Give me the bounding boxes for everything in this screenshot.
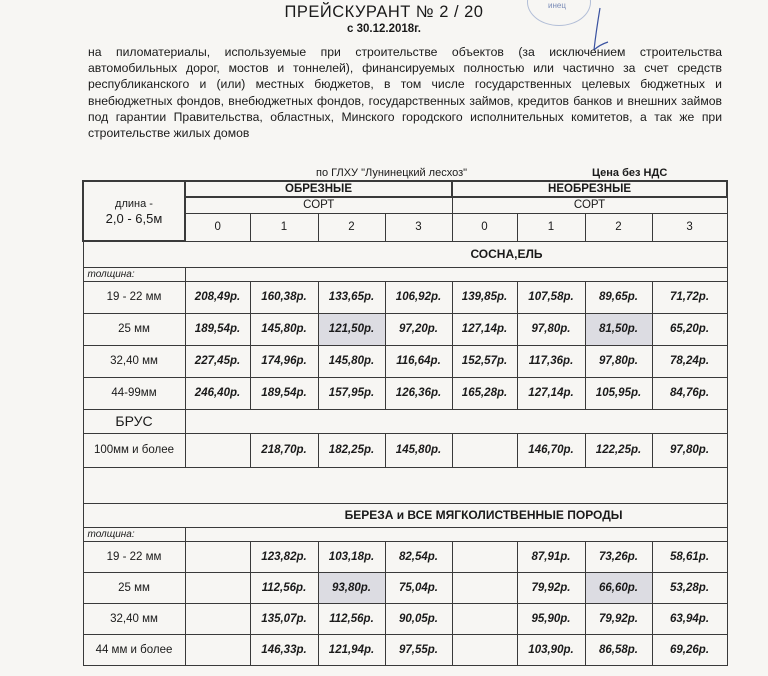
table-row	[83, 377, 727, 409]
length-label: длина -	[115, 197, 153, 210]
price-cell: 81,50р.	[585, 313, 652, 345]
price-cell	[185, 603, 250, 634]
thickness-cell: 32,40 мм	[83, 603, 185, 634]
price-cell: 157,95р.	[318, 377, 385, 409]
price-cell	[185, 572, 250, 603]
price-cell: 121,94р.	[318, 634, 385, 665]
price-cell	[452, 603, 517, 634]
price-cell: 86,58р.	[585, 634, 652, 665]
price-cell: 127,14р.	[452, 313, 517, 345]
price-cell: 227,45р.	[185, 345, 250, 377]
table-row	[83, 281, 727, 313]
table-row	[83, 603, 727, 634]
price-cell: 127,14р.	[517, 377, 585, 409]
empty-cell	[185, 267, 727, 281]
price-cell: 69,26р.	[652, 634, 727, 665]
table-row	[83, 634, 727, 665]
grade-cell: 1	[250, 213, 318, 241]
price-cell: 189,54р.	[250, 377, 318, 409]
price-cell: 145,80р.	[385, 433, 452, 467]
price-cell: 103,90р.	[517, 634, 585, 665]
price-cell: 79,92р.	[585, 603, 652, 634]
price-cell: 126,36р.	[385, 377, 452, 409]
price-cell: 75,04р.	[385, 572, 452, 603]
supplier-label: по ГЛХУ "Лунинецкий лесхоз"	[316, 167, 468, 179]
price-cell: 145,80р.	[318, 345, 385, 377]
price-cell: 78,24р.	[652, 345, 727, 377]
price-cell: 107,58р.	[517, 281, 585, 313]
price-cell: 97,80р.	[517, 313, 585, 345]
thickness-cell: 32,40 мм	[83, 345, 185, 377]
grade-cell: 2	[585, 213, 652, 241]
price-cell: 58,61р.	[652, 541, 727, 572]
table-row	[83, 541, 727, 572]
price-cell	[185, 541, 250, 572]
price-cell: 165,28р.	[452, 377, 517, 409]
price-cell: 174,96р.	[250, 345, 318, 377]
grade-cell: 2	[318, 213, 385, 241]
price-cell: 71,72р.	[652, 281, 727, 313]
document-date: с 30.12.2018г.	[347, 23, 421, 35]
table-row	[83, 313, 727, 345]
intro-paragraph: на пиломатериалы, используемые при строительстве объектов (за исключением строительства автомобильных дорог, мостов и тоннелей), финансируемых полностью или частично за счет средств республиканского и (или) местных бюджетов, в том числе государственных целевых бюджетных и внебюджетных фондов, внебюджетных фондов, государственных займов, кредитов банков и внешних займов под гарантии Правительства, областных, Минского городского исполнительных комитетов, а так же при строительстве жилых домов	[88, 45, 722, 141]
price-cell: 97,55р.	[385, 634, 452, 665]
beam-label: БРУС	[83, 409, 185, 433]
price-cell: 93,80р.	[318, 572, 385, 603]
price-cell: 79,92р.	[517, 572, 585, 603]
price-cell: 112,56р.	[250, 572, 318, 603]
price-cell: 87,91р.	[517, 541, 585, 572]
price-cell: 82,54р.	[385, 541, 452, 572]
price-cell: 146,33р.	[250, 634, 318, 665]
document-title: ПРЕЙСКУРАНТ № 2 / 20	[284, 3, 484, 21]
empty-cell	[185, 527, 727, 541]
price-cell: 105,95р.	[585, 377, 652, 409]
thickness-label: толщина:	[83, 267, 185, 281]
price-cell: 182,25р.	[318, 433, 385, 467]
grade-label-unedged: СОРТ	[452, 197, 727, 213]
thickness-cell: 100мм и более	[83, 433, 185, 467]
price-cell: 73,26р.	[585, 541, 652, 572]
price-cell: 95,90р.	[517, 603, 585, 634]
thickness-cell: 25 мм	[83, 572, 185, 603]
price-cell: 103,18р.	[318, 541, 385, 572]
price-cell: 160,38р.	[250, 281, 318, 313]
price-cell: 117,36р.	[517, 345, 585, 377]
price-note: Цена без НДС	[592, 167, 668, 179]
thickness-cell: 19 - 22 мм	[83, 541, 185, 572]
thickness-cell: 44-99мм	[83, 377, 185, 409]
price-cell	[185, 634, 250, 665]
price-cell: 189,54р.	[185, 313, 250, 345]
price-cell: 90,05р.	[385, 603, 452, 634]
price-cell: 97,20р.	[385, 313, 452, 345]
grade-cell: 0	[185, 213, 250, 241]
thickness-label: толщина:	[83, 527, 185, 541]
price-cell: 218,70р.	[250, 433, 318, 467]
price-cell: 208,49р.	[185, 281, 250, 313]
thickness-cell: 44 мм и более	[83, 634, 185, 665]
price-cell: 89,65р.	[585, 281, 652, 313]
price-cell: 139,85р.	[452, 281, 517, 313]
spacer-row	[83, 467, 727, 503]
price-cell: 121,50р.	[318, 313, 385, 345]
thickness-cell: 25 мм	[83, 313, 185, 345]
price-cell: 106,92р.	[385, 281, 452, 313]
price-cell	[452, 433, 517, 467]
group-edged-header: ОБРЕЗНЫЕ	[185, 181, 452, 197]
grade-cell: 3	[385, 213, 452, 241]
grade-label-edged: СОРТ	[185, 197, 452, 213]
price-cell: 152,57р.	[452, 345, 517, 377]
price-cell	[452, 541, 517, 572]
price-cell	[452, 634, 517, 665]
thickness-cell: 19 - 22 мм	[83, 281, 185, 313]
empty-cell	[185, 409, 727, 433]
group-unedged-header: НЕОБРЕЗНЫЕ	[452, 181, 727, 197]
price-cell: 63,94р.	[652, 603, 727, 634]
price-cell: 53,28р.	[652, 572, 727, 603]
length-value: 2,0 - 6,5м	[105, 210, 163, 226]
price-cell: 145,80р.	[250, 313, 318, 345]
price-cell: 66,60р.	[585, 572, 652, 603]
price-cell	[185, 433, 250, 467]
price-cell: 97,80р.	[652, 433, 727, 467]
price-cell: 65,20р.	[652, 313, 727, 345]
section-birch-heading: БЕРЕЗА и ВСЕ МЯГКОЛИСТВЕННЫЕ ПОРОДЫ	[83, 503, 727, 527]
grade-cell: 1	[517, 213, 585, 241]
price-cell: 84,76р.	[652, 377, 727, 409]
price-cell: 246,40р.	[185, 377, 250, 409]
table-row	[83, 572, 727, 603]
grade-cell: 0	[452, 213, 517, 241]
grade-cell: 3	[652, 213, 727, 241]
length-header	[83, 181, 185, 241]
price-cell	[452, 572, 517, 603]
table-row	[83, 345, 727, 377]
price-cell: 97,80р.	[585, 345, 652, 377]
price-cell: 123,82р.	[250, 541, 318, 572]
price-cell: 133,65р.	[318, 281, 385, 313]
price-cell: 116,64р.	[385, 345, 452, 377]
price-cell: 135,07р.	[250, 603, 318, 634]
section-pine-heading: СОСНА,ЕЛЬ	[83, 241, 727, 267]
table-row	[83, 433, 727, 467]
price-cell: 146,70р.	[517, 433, 585, 467]
stamp-text: инец	[548, 1, 566, 10]
price-cell: 122,25р.	[585, 433, 652, 467]
price-cell: 112,56р.	[318, 603, 385, 634]
price-table	[82, 180, 728, 666]
